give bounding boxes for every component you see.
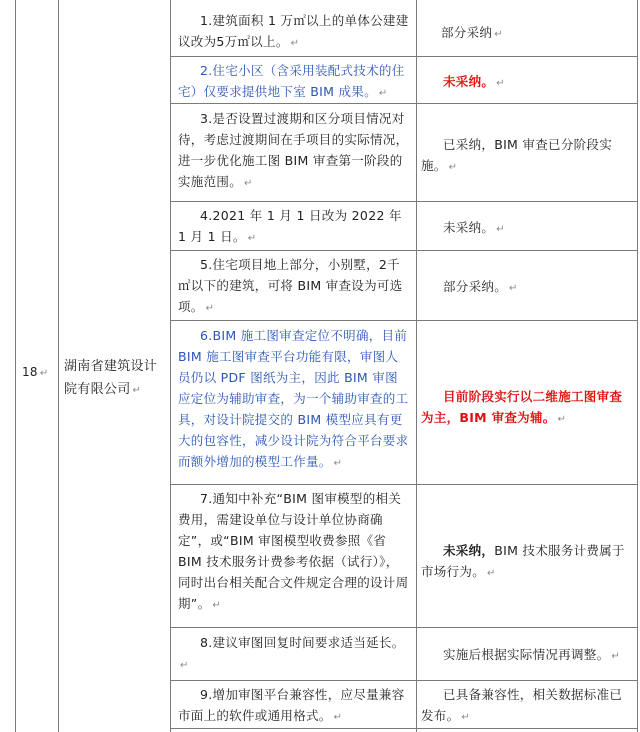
requirement-6: 6.BIM 施工图审查定位不明确，目前 BIM 施工图审查平台功能有限，审图人员仍以 PDF 图纸为主，因此 BIM 审图应定位为辅助审查，为一个辅助审查的工具，对设计院提交的 BIM 模型应具有更大的包容性，减少设计院为符合平台要求而额外增加的模型工作量。 ↵ bbox=[178, 328, 409, 469]
paragraph-mark: ↵ bbox=[132, 385, 142, 396]
table-border bbox=[58, 0, 59, 732]
paragraph-mark: ↵ bbox=[39, 368, 49, 379]
row-divider bbox=[170, 320, 638, 321]
row-divider bbox=[170, 250, 638, 251]
response-2: 未采纳。 ↵ bbox=[443, 74, 505, 89]
requirement-7: 7.通知中补充“BIM 图审模型的相关费用，需建设单位与设计单位协商确定”，或“BIM 审图模型收费参照《省 BIM 技术服务计费参考依据（试行）》，同时出台相关配合文件规定合理的设计周期”。 ↵ bbox=[178, 491, 409, 611]
row-number bbox=[22, 362, 58, 384]
requirement-5: 5.住宅项目地上部分，小别墅，2千㎡以下的建筑，可将 BIM 审查设为可选项。 ↵ bbox=[178, 257, 403, 314]
organization-name: 湖南省建筑设计院有限公司 bbox=[64, 359, 158, 397]
row-number-text: 18 bbox=[22, 365, 38, 379]
response-5: 部分采纳。 ↵ bbox=[443, 279, 518, 294]
response-4: 未采纳。 ↵ bbox=[443, 220, 505, 235]
requirement-2: 2.住宅小区（含采用装配式技术的住宅）仅要求提供地下室 BIM 成果。 ↵ bbox=[178, 63, 405, 99]
requirement-8: 8.建议审图回复时间要求适当延长。↵ bbox=[180, 635, 405, 671]
requirement-3: 3.是否设置过渡期和区分项目情况对待，考虑过渡期间在手项目的实际情况，进一步优化施工图 BIM 审查第一阶段的实施范围。 ↵ bbox=[178, 111, 409, 189]
response-7: 未采纳，BIM 技术服务计费属于市场行为。 ↵ bbox=[421, 543, 625, 579]
organization-cell bbox=[64, 355, 168, 402]
row-divider bbox=[170, 56, 638, 57]
requirement-9: 9.增加审图平台兼容性，应尽量兼容市面上的软件或通用格式。 ↵ bbox=[178, 687, 405, 723]
table-border bbox=[15, 0, 16, 732]
row-divider bbox=[170, 201, 638, 202]
response-8: 实施后根据实际情况再调整。 ↵ bbox=[443, 647, 621, 662]
row-divider bbox=[170, 728, 638, 729]
response-3: 已采纳，BIM 审查已分阶段实施。 ↵ bbox=[421, 137, 613, 173]
requirement-4: 4.2021 年 1 月 1 日改为 2022 年 1 月 1 日。 ↵ bbox=[178, 208, 402, 244]
row-divider bbox=[170, 627, 638, 628]
table-border bbox=[416, 0, 417, 732]
response-9: 已具备兼容性，相关数据标准已发布。 ↵ bbox=[421, 687, 623, 723]
response-6: 目前阶段实行以二维施工图审查为主，BIM 审查为辅。 ↵ bbox=[421, 389, 623, 425]
row-divider bbox=[170, 484, 638, 485]
row-divider bbox=[170, 680, 638, 681]
table-border bbox=[170, 0, 171, 732]
table-border bbox=[637, 0, 638, 732]
requirement-1: 1.建筑面积 1 万㎡以上的单体公建建议改为5万㎡以上。 ↵ bbox=[178, 13, 409, 49]
response-1: 部分采纳 ↵ bbox=[441, 25, 503, 40]
